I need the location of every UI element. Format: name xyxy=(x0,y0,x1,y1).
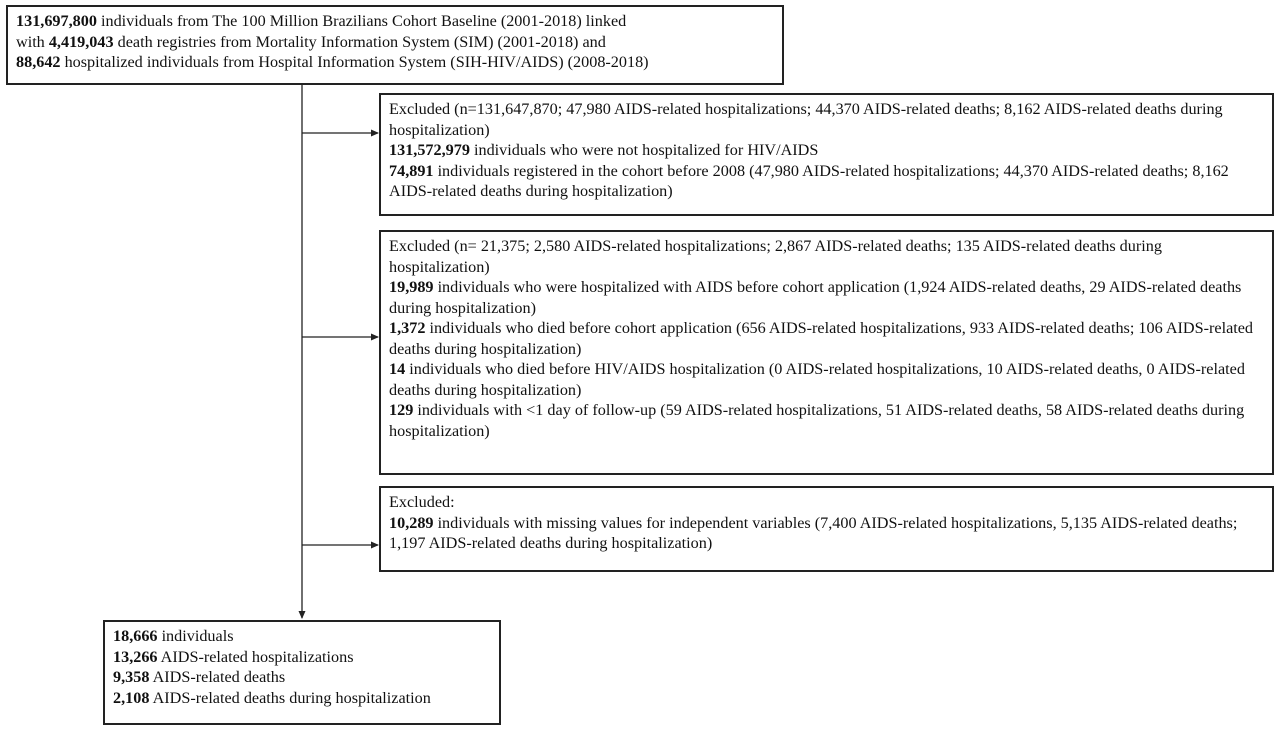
exclusion-count: 74,891 xyxy=(389,161,434,180)
exclusion-count: 14 xyxy=(389,360,406,378)
exclusion-header: Excluded (n= 21,375; 2,580 AIDS-related hospitalizations; 2,867 AIDS-related deaths; 135 AIDS-related deaths during hospitalization) xyxy=(389,237,1162,276)
exclusion-header: Excluded (n=131,647,870; 47,980 AIDS-related hospitalizations; 44,370 AIDS-related deaths; 8,162 AIDS-related deaths during hospitalization) xyxy=(389,100,1223,139)
final-text: individuals xyxy=(157,627,234,645)
source-line xyxy=(16,11,774,32)
exclusion-item xyxy=(389,161,1264,202)
source-prefix: with xyxy=(16,32,49,51)
source-line xyxy=(16,52,774,73)
source-text: individuals from The 100 Million Brazilians Cohort Baseline (2001-2018) linked xyxy=(96,12,627,30)
exclusion-item xyxy=(389,318,1264,359)
exclusion-text: individuals who were not hospitalized for HIV/AIDS xyxy=(469,141,819,159)
exclusion-box-2 xyxy=(379,230,1274,475)
final-text: AIDS-related hospitalizations xyxy=(157,647,354,666)
final-sample-box xyxy=(103,620,501,725)
exclusion-count: 1,372 xyxy=(389,319,426,337)
exclusion-count: 129 xyxy=(389,401,414,419)
source-line xyxy=(16,32,774,53)
exclusion-count: 19,989 xyxy=(389,278,434,296)
exclusion-text: individuals who were hospitalized with AIDS before cohort application (1,924 AIDS-related deaths, 29 AIDS-related deaths during hospitalization) xyxy=(389,278,1242,317)
exclusion-box-1 xyxy=(379,93,1274,216)
final-text: AIDS-related deaths during hospitalization xyxy=(149,688,431,707)
exclusion-text: individuals registered in the cohort before 2008 (47,980 AIDS-related hospitalizations; 44,370 AIDS-related deaths; 8,162 AIDS-related deaths during hospitalization) xyxy=(389,161,1229,200)
source-count: 4,419,043 xyxy=(48,32,114,51)
source-count: 131,697,800 xyxy=(16,12,97,30)
final-count: 13,266 xyxy=(113,647,158,666)
exclusion-text: individuals who died before HIV/AIDS hospitalization (0 AIDS-related hospitalizations, 10 AIDS-related deaths, 0 AIDS-related deaths during hospitalization) xyxy=(389,360,1245,399)
source-text: hospitalized individuals from Hospital Information System (SIH-HIV/AIDS) (2008-2018) xyxy=(60,53,649,71)
exclusion-item xyxy=(389,400,1264,441)
final-text: AIDS-related deaths xyxy=(149,668,286,686)
source-count: 88,642 xyxy=(16,53,61,71)
exclusion-count: 131,572,979 xyxy=(389,141,470,159)
source-text: death registries from Mortality Information System (SIM) (2001-2018) and xyxy=(113,32,606,51)
exclusion-item xyxy=(389,277,1264,318)
exclusion-count: 10,289 xyxy=(389,513,434,532)
final-item xyxy=(113,647,491,668)
exclusion-text: individuals who died before cohort application (656 AIDS-related hospitalizations, 933 AIDS-related deaths; 106 AIDS-related deaths during hospitalization) xyxy=(389,319,1254,358)
exclusion-item xyxy=(389,359,1264,400)
final-count: 9,358 xyxy=(113,668,150,686)
final-item xyxy=(113,688,491,709)
final-count: 18,666 xyxy=(113,627,158,645)
final-count: 2,108 xyxy=(113,688,150,707)
final-item xyxy=(113,667,491,688)
exclusion-text: individuals with missing values for independent variables (7,400 AIDS-related hospitalizations, 5,135 AIDS-related deaths; 1,197 AIDS-related deaths during hospitalization) xyxy=(389,513,1238,552)
exclusion-header: Excluded: xyxy=(389,493,455,511)
exclusion-item xyxy=(389,513,1264,554)
final-item xyxy=(113,626,491,647)
source-population-box xyxy=(6,5,784,85)
exclusion-item xyxy=(389,140,1264,161)
exclusion-box-3 xyxy=(379,486,1274,572)
exclusion-text: individuals with <1 day of follow-up (59 AIDS-related hospitalizations, 51 AIDS-related deaths, 58 AIDS-related deaths during hospitalization) xyxy=(389,401,1245,440)
